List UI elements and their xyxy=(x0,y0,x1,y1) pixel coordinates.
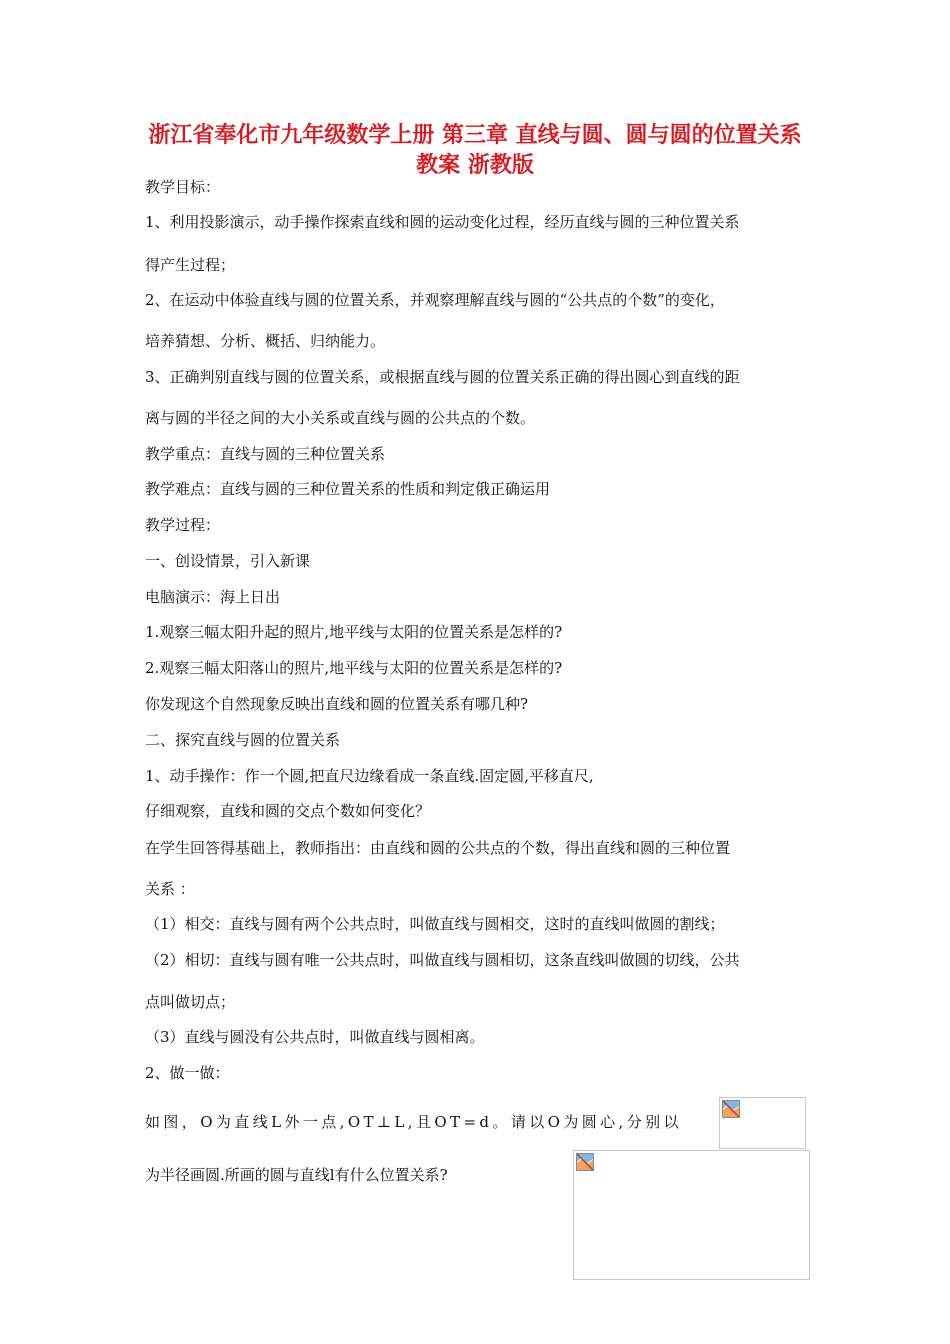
text-line: 电脑演示：海上日出 xyxy=(145,588,281,606)
text-line: （2）相切：直线与圆有唯一公共点时，叫做直线与圆相切，这条直线叫做圆的切线，公共 xyxy=(145,951,740,969)
text-line: 在学生回答得基础上，教师指出：由直线和圆的公共点的个数，得出直线和圆的三种位置 xyxy=(145,839,731,857)
figure-placeholder-large xyxy=(573,1150,810,1280)
text-line: 教学难点：直线与圆的三种位置关系的性质和判定俄正确运用 xyxy=(145,480,551,498)
text-line: 2、做一做： xyxy=(145,1064,230,1082)
text-line: （1）相交：直线与圆有两个公共点时，叫做直线与圆相交，这时的直线叫做圆的割线； xyxy=(145,915,725,933)
text-line: 关系 ： xyxy=(145,880,195,898)
text-line: 点叫做切点； xyxy=(145,993,236,1011)
broken-image-icon xyxy=(576,1153,594,1171)
text-line: （3）直线与圆没有公共点时，叫做直线与圆相离。 xyxy=(145,1028,485,1046)
figure-placeholder-small xyxy=(719,1097,806,1149)
text-line: 1、动手操作：作一个圆,把直尺边缘看成一条直线.固定圆,平移直尺, xyxy=(145,767,594,785)
text-line: 3、正确判别直线与圆的位置关系，或根据直线与圆的位置关系正确的得出圆心到直线的距 xyxy=(145,368,740,386)
text-line: 你发现这个自然现象反映出直线和圆的位置关系有哪几种? xyxy=(145,695,529,713)
text-line: 培养猜想、分析、概括、归纳能力。 xyxy=(145,332,386,350)
text-line: 二、探究直线与圆的位置关系 xyxy=(145,731,341,749)
text-line: 仔细观察，直线和圆的交点个数如何变化？ xyxy=(145,802,431,820)
document-title: 浙江省奉化市九年级数学上册 第三章 直线与圆、圆与圆的位置关系教案 浙教版 xyxy=(148,122,802,178)
text-line: 教学过程： xyxy=(145,516,221,534)
text-line: 1、利用投影演示，动手操作探索直线和圆的运动变化过程，经历直线与圆的三种位置关系 xyxy=(145,213,740,231)
text-line: 教学重点：直线与圆的三种位置关系 xyxy=(145,445,386,463)
broken-image-icon xyxy=(722,1100,740,1118)
text-line: 教学目标： xyxy=(145,178,221,196)
text-line: 1.观察三幅太阳升起的照片,地平线与太阳的位置关系是怎样的? xyxy=(145,623,563,641)
text-line: 2、在运动中体验直线与圆的位置关系，并观察理解直线与圆的“公共点的个数”的变化， xyxy=(145,291,725,309)
text-line: 得产生过程； xyxy=(145,256,236,274)
text-line: 离与圆的半径之间的大小关系或直线与圆的公共点的个数。 xyxy=(145,409,536,427)
text-line: 一、创设情景，引入新课 xyxy=(145,552,311,570)
text-line: 如图，O为直线L外一点,OT⊥L,且OT=d。请以O为圆心,分别以 xyxy=(145,1113,682,1131)
text-line: 2.观察三幅太阳落山的照片,地平线与太阳的位置关系是怎样的? xyxy=(145,659,563,677)
text-line: 为半径画圆.所画的圆与直线l有什么位置关系? xyxy=(145,1166,448,1184)
